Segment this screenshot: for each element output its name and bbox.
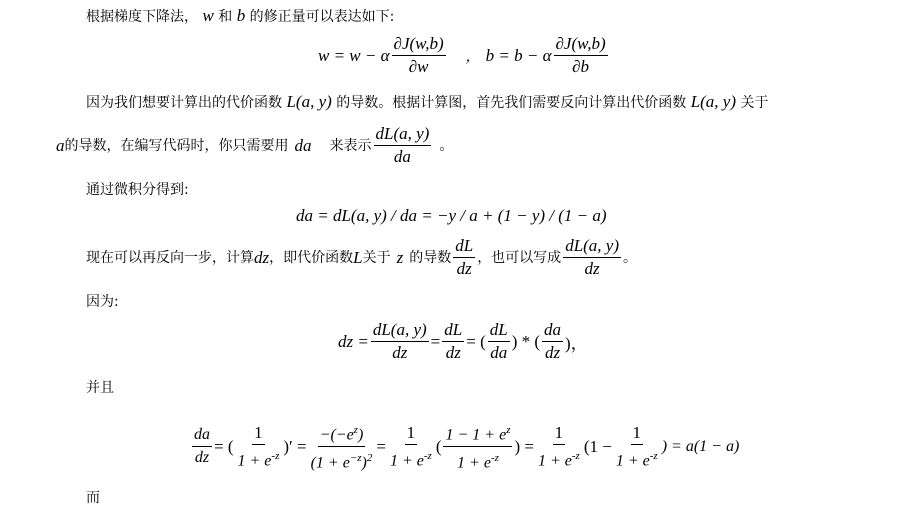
equation-da	[296, 206, 607, 226]
den-base: 1 + e	[537, 451, 572, 469]
text-segment: 并且	[86, 380, 114, 396]
paragraph-cost-derivative	[86, 92, 768, 113]
num-base: −(−e	[319, 426, 354, 444]
exponent: -z	[490, 452, 499, 465]
exponent: z	[353, 424, 358, 436]
den-base: (1 + e	[310, 454, 350, 472]
fraction-denominator: dz	[392, 343, 408, 362]
text-segment: 的导数，在编写代码时，你只需要用	[64, 137, 289, 154]
eq-part: =	[430, 331, 441, 351]
math-dz: dz	[254, 247, 270, 267]
eq-lhs-b: b = b − α	[485, 45, 552, 65]
math-z: z	[396, 247, 404, 267]
paragraph-dz	[86, 236, 637, 279]
fraction-dLay-dz	[563, 236, 621, 279]
fraction-denominator	[455, 447, 501, 473]
fraction	[192, 425, 212, 468]
exponent: -z	[649, 449, 658, 462]
exponent: -z	[423, 449, 432, 462]
text-segment: ，即代价函数	[269, 249, 354, 266]
fraction-denominator	[236, 445, 282, 471]
paragraph-gradient-descent	[86, 6, 394, 27]
text-segment: 根据梯度下降法，	[86, 9, 198, 25]
fraction	[371, 320, 429, 363]
fraction	[309, 420, 375, 474]
eq-part: (1 −	[583, 436, 612, 456]
eq-part: =	[376, 436, 386, 456]
fraction	[614, 423, 660, 471]
paragraph-and	[86, 378, 114, 398]
text-segment: 而	[86, 490, 100, 506]
fraction-numerator	[318, 420, 366, 447]
den-base: 1 + e	[615, 451, 650, 469]
eq-lhs-w: w = w − α	[318, 45, 390, 65]
fraction-numerator: 1	[553, 423, 566, 445]
text-segment: 因为我们想要计算出的代价函数	[86, 95, 282, 111]
text-segment: 来表示	[329, 137, 372, 154]
num-base: 1 − 1 + e	[445, 426, 507, 444]
exponent: z	[506, 424, 511, 436]
fraction-numerator: dL(a, y)	[563, 236, 621, 258]
exponent: −z	[349, 452, 362, 465]
fraction-dJ-dw	[392, 34, 446, 77]
text-segment: 。	[439, 137, 454, 154]
fraction-denominator: ∂b	[572, 57, 590, 76]
fraction	[442, 320, 464, 363]
fraction-denominator	[309, 447, 375, 473]
fraction-dL-dz	[453, 236, 475, 279]
text-segment: 因为:	[86, 294, 119, 310]
fraction	[542, 320, 563, 363]
math-var-a: a	[56, 135, 65, 155]
fraction-denominator: da	[490, 343, 508, 362]
text-segment: 的导数。根据计算图，首先我们需要反向计算出代价函数	[336, 95, 687, 111]
eq-part: dz =	[338, 331, 369, 351]
fraction-denominator	[388, 445, 434, 471]
eq-separator: ，	[465, 48, 480, 65]
eq-part: ) =	[514, 436, 534, 456]
fraction-numerator: dL	[442, 320, 464, 342]
eq-part: (	[435, 436, 442, 456]
eq-part: ) * (	[511, 331, 541, 351]
fraction	[536, 423, 582, 471]
paragraph-calculus	[86, 180, 189, 200]
fraction	[488, 320, 510, 363]
fraction-numerator: ∂J(w,b)	[554, 34, 608, 56]
fraction	[236, 423, 282, 471]
fraction-denominator: dz	[584, 259, 600, 278]
text-segment: 通过微积分得到:	[86, 182, 189, 198]
text-segment: ，也可以写成	[477, 249, 562, 266]
fraction-denominator: dz	[456, 259, 472, 278]
fraction-numerator: da	[192, 425, 212, 447]
text-segment: 现在可以再反向一步，计算	[86, 249, 254, 266]
exponent: 2	[366, 452, 373, 465]
fraction-denominator: dz	[544, 343, 561, 362]
fraction-numerator: da	[542, 320, 563, 342]
equation-update-rules	[318, 34, 610, 77]
text-segment: 和	[218, 9, 233, 25]
fraction-numerator: dL	[453, 236, 475, 258]
math-loss: L(a, y)	[690, 92, 737, 111]
paragraph-da-notation	[56, 124, 453, 167]
fraction	[388, 423, 434, 471]
math-var-b: b	[236, 6, 246, 25]
fraction-dJ-db	[554, 34, 608, 77]
text-segment: 关于	[362, 249, 391, 266]
fraction-numerator: ∂J(w,b)	[392, 34, 446, 56]
equation-dz-chain-rule	[338, 320, 588, 363]
fraction-numerator: 1	[252, 423, 265, 445]
eq-part: ) = a(1 − a)	[661, 437, 740, 455]
math-L: L	[353, 247, 363, 267]
equation-da-dz	[190, 420, 739, 474]
fraction-numerator: dL(a, y)	[374, 124, 432, 146]
text-segment: 的导数	[409, 249, 452, 266]
fraction-numerator: dL	[488, 320, 510, 342]
fraction-numerator	[443, 420, 512, 447]
num-end: )	[357, 426, 364, 444]
fraction-numerator: 1	[631, 423, 644, 445]
fraction-denominator	[536, 445, 582, 471]
fraction-denominator: dz	[445, 343, 461, 362]
den-end: )	[361, 454, 367, 472]
math-loss: L(a, y)	[286, 92, 332, 111]
eq-part: )，	[565, 334, 588, 353]
fraction-dL-da	[374, 124, 432, 167]
text-segment: 关于	[740, 95, 769, 111]
text-segment: 。	[623, 249, 638, 266]
den-base: 1 + e	[389, 451, 424, 469]
eq-part: = (	[466, 331, 486, 351]
math-da: da	[294, 135, 312, 155]
text-segment: 的修正量可以表达如下:	[249, 9, 395, 25]
eq-part: )′ =	[283, 436, 307, 456]
fraction-denominator: ∂w	[408, 57, 429, 76]
math-var-w: w	[202, 6, 214, 25]
exponent: -z	[571, 449, 580, 462]
paragraph-because	[86, 292, 119, 312]
eq-part: = (	[214, 436, 234, 456]
den-base: 1 + e	[457, 454, 491, 472]
den-base: 1 + e	[237, 451, 272, 469]
fraction-denominator	[614, 445, 660, 471]
fraction-denominator: da	[393, 147, 411, 166]
fraction	[443, 420, 512, 474]
exponent: -z	[271, 449, 280, 462]
paragraph-whereas	[86, 488, 100, 508]
eq-da-expression: da = dL(a, y) / da = −y / a + (1 − y) / (1 − a)	[296, 206, 607, 225]
fraction-numerator: dL(a, y)	[371, 320, 429, 342]
fraction-denominator: dz	[194, 449, 210, 467]
fraction-numerator: 1	[405, 423, 418, 445]
